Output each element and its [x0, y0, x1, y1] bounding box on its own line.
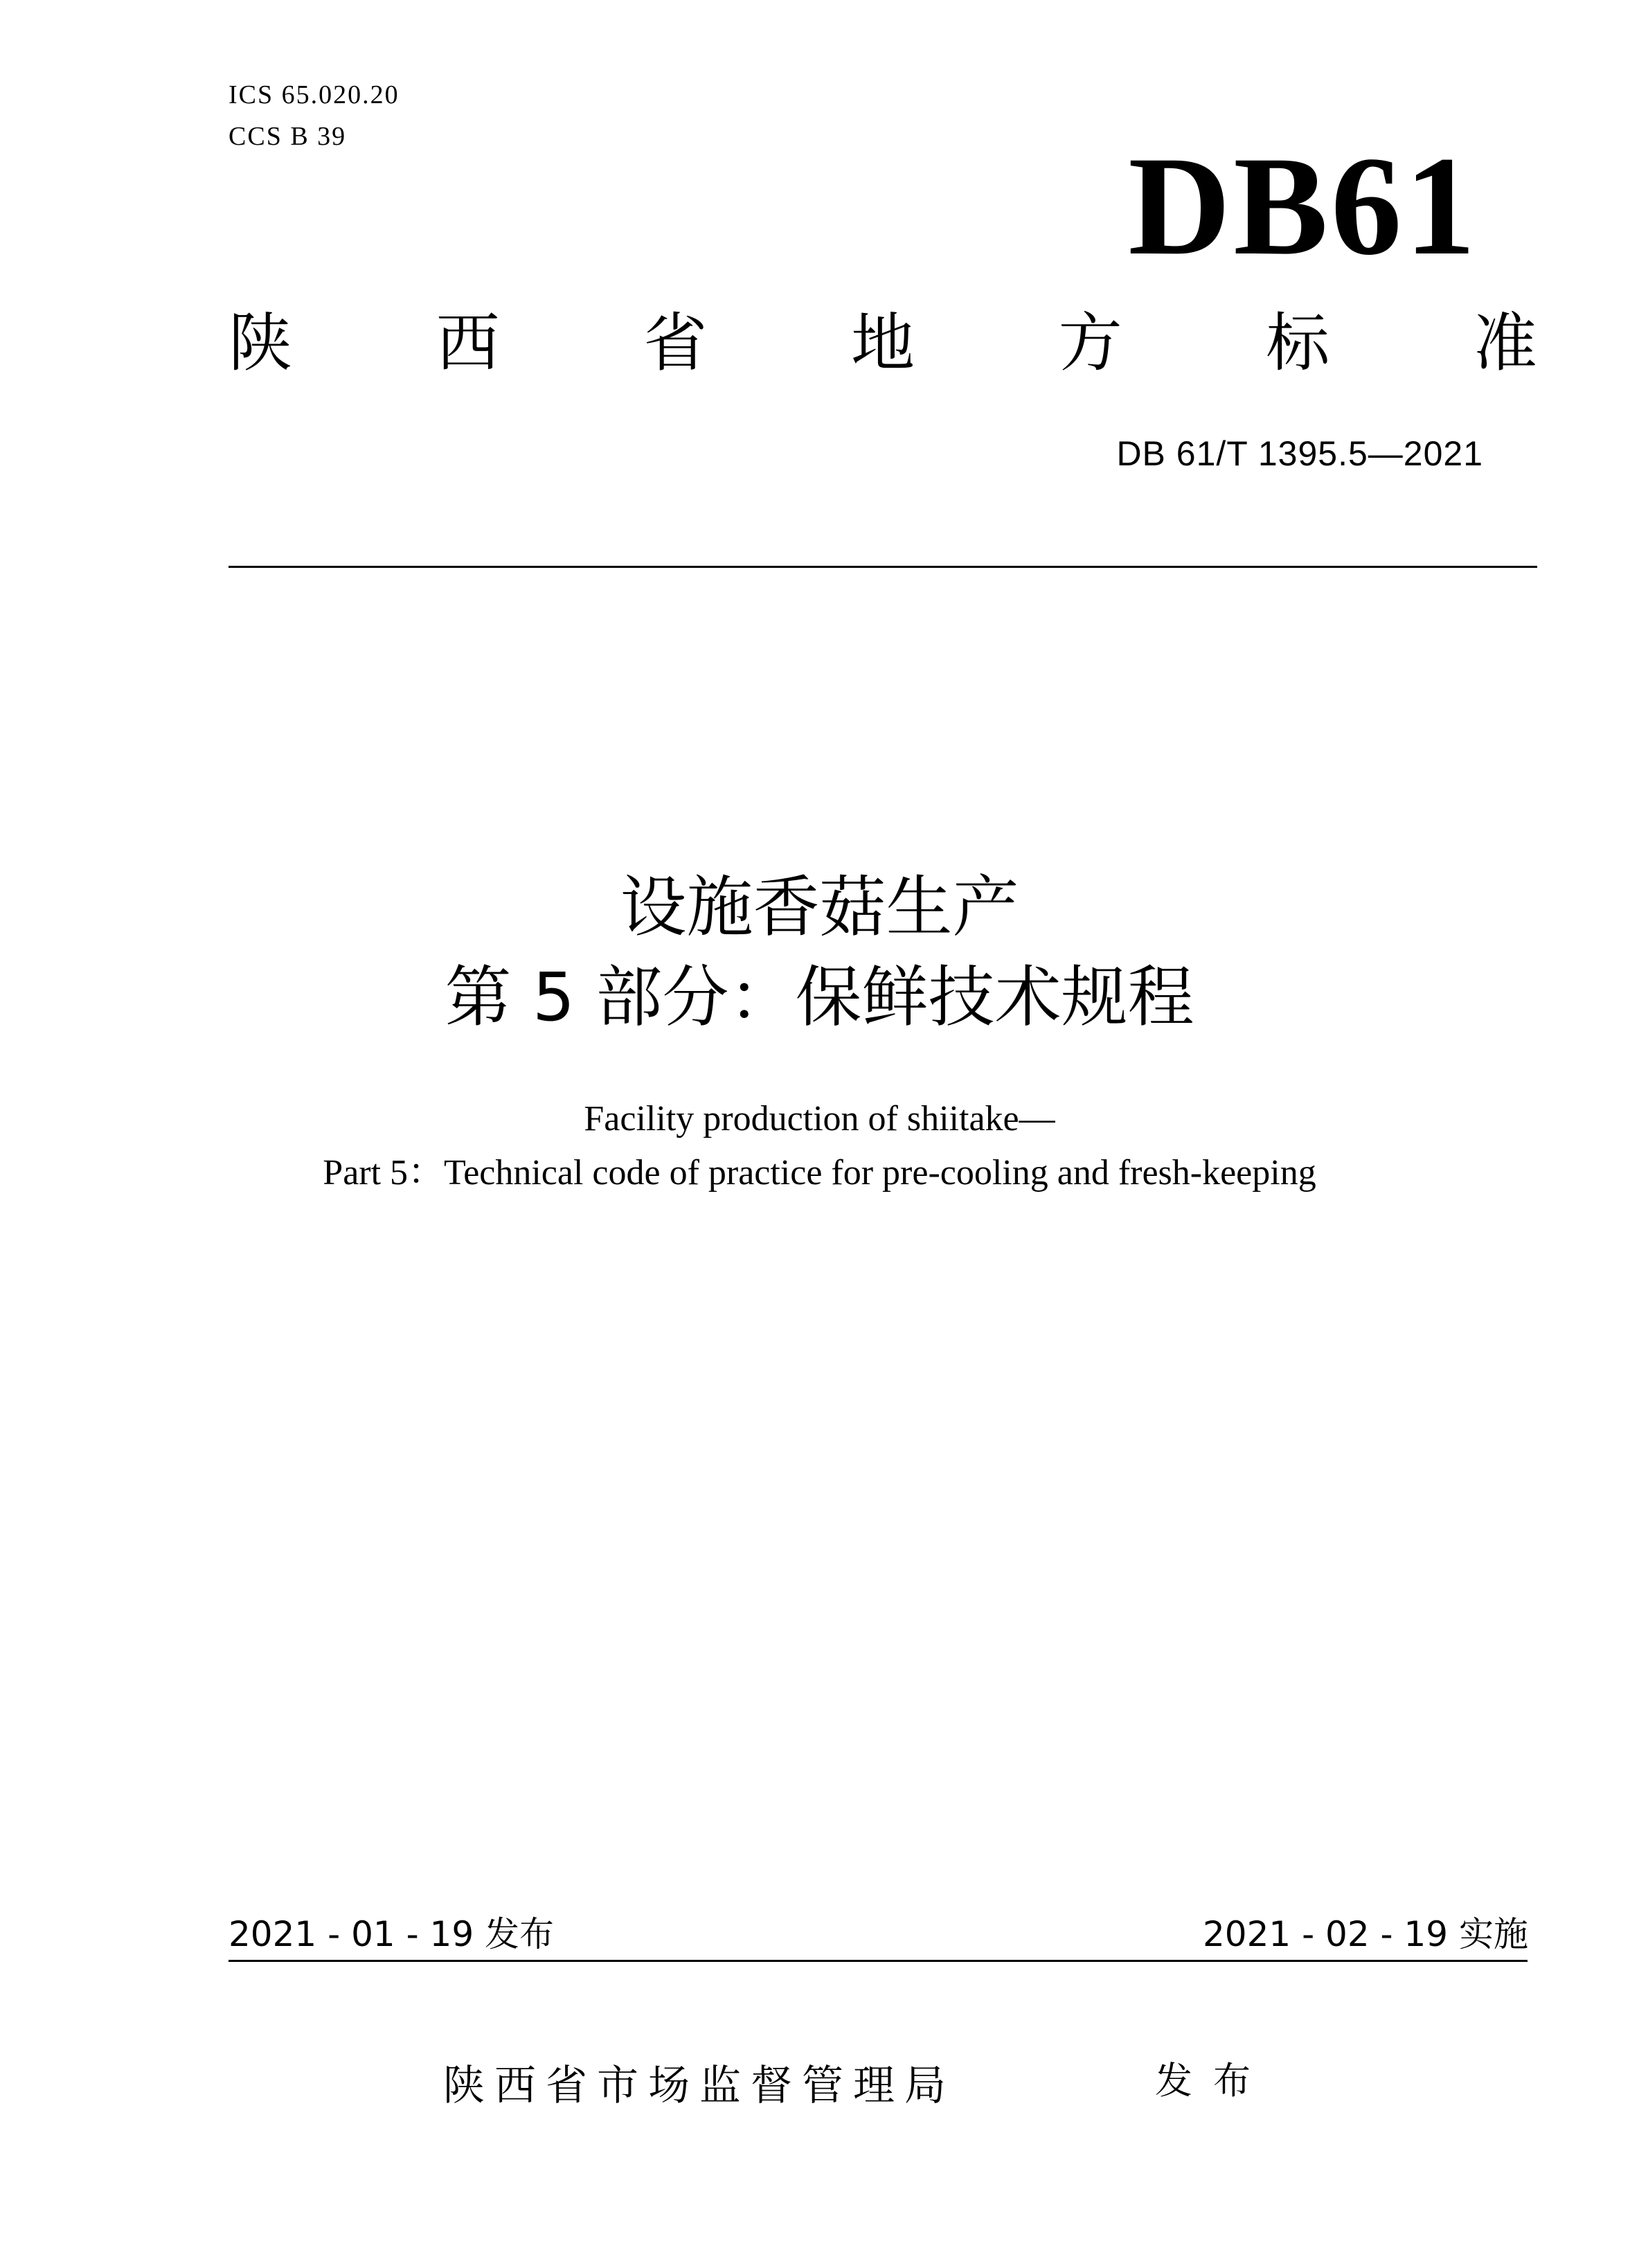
standard-type-char: 准 — [1473, 306, 1537, 380]
title-cn-line1: 设施香菇生产 — [620, 868, 1019, 946]
db-code-mark: DB61 — [1128, 127, 1478, 285]
standard-type-char: 标 — [1266, 306, 1330, 380]
title-cn-line2: 第 5 部分：保鲜技术规程 — [445, 958, 1194, 1036]
ics-code: ICS 65.020.20 — [229, 80, 400, 109]
standard-type-char: 地 — [850, 306, 915, 380]
standard-type-char: 方 — [1058, 306, 1122, 380]
standard-type-char: 西 — [436, 306, 500, 380]
standard-type-char: 陕 — [229, 306, 293, 380]
title-en-line1: Facility production of shiitake— — [584, 1099, 1055, 1139]
bottom-divider — [229, 1960, 1528, 1962]
ccs-code: CCS B 39 — [229, 122, 347, 151]
effective-date: 2021 - 02 - 19 实施 — [1202, 1914, 1528, 1954]
issue-date: 2021 - 01 - 19 发布 — [229, 1914, 555, 1954]
issue-label: 发布 — [1155, 2059, 1271, 2102]
title-en-line2: Part 5：Technical code of practice for pre-cooling and fresh-keeping — [323, 1153, 1316, 1193]
issuing-authority: 陕西省市场监督管理局 — [443, 2062, 956, 2110]
top-divider — [229, 566, 1537, 568]
standard-type-heading — [229, 306, 1537, 380]
standard-type-char: 省 — [643, 306, 708, 380]
standard-number: DB 61/T 1395.5—2021 — [1116, 434, 1483, 473]
